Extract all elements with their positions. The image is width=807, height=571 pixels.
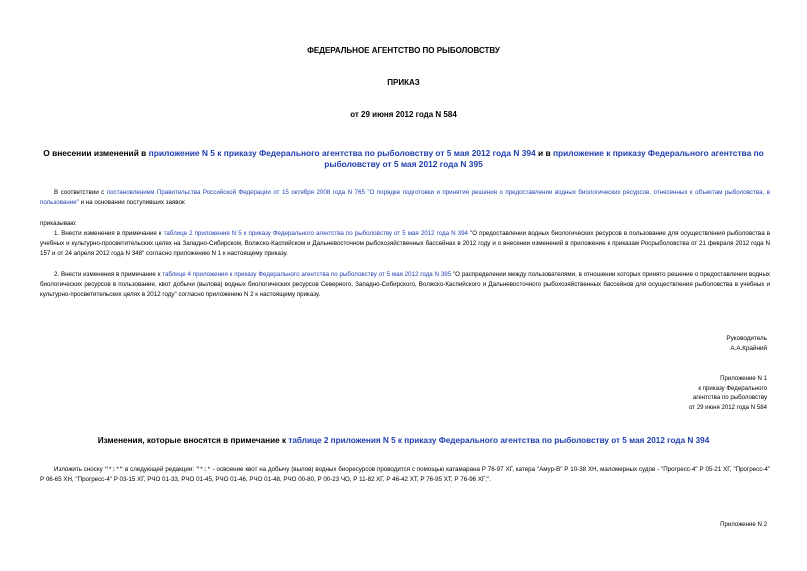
order-item-2 bbox=[40, 270, 770, 299]
signature-position: Руководитель bbox=[726, 335, 767, 342]
footnote-mark: "*:* bbox=[195, 466, 211, 473]
title-text: и в bbox=[535, 148, 553, 158]
changes-title bbox=[40, 436, 767, 445]
preamble-paragraph bbox=[40, 188, 770, 208]
changes-text: Изложить сноску bbox=[54, 466, 105, 473]
appendix-2-header bbox=[720, 520, 767, 530]
appendix-1-line: от 29 июня 2012 года N 584 bbox=[688, 403, 767, 411]
order-word: приказываю: bbox=[40, 220, 77, 227]
agency-name: ФЕДЕРАЛЬНОЕ АГЕНТСТВО ПО РЫБОЛОВСТВУ bbox=[307, 46, 500, 55]
item1-link-table-2[interactable]: таблице 2 приложения N 5 к приказу Федерального агентства по рыболовству от 5 мая 2012 года N 394 bbox=[163, 230, 468, 237]
signature-block bbox=[726, 334, 767, 354]
footnote-mark: "*:*" bbox=[104, 466, 124, 473]
order-item-1 bbox=[40, 229, 770, 258]
appendix-1-header bbox=[689, 374, 767, 412]
preamble-link-resolution-765[interactable]: постановлением Правительства Российской Федерации от 15 октября 2008 года N 765 "О порядке подготовки и принятия решения о предоставлении водных биологических ресурсов, отнесенных к объектам рыболовства, в пользование" bbox=[40, 189, 770, 206]
changes-text: в следующей редакции: bbox=[123, 466, 196, 473]
signature-name: А.А.Крайний bbox=[730, 345, 767, 352]
preamble-text: В соответствии с bbox=[54, 189, 107, 196]
changes-title-text: Изменения, которые вносятся в примечание к bbox=[97, 436, 289, 445]
preamble-text: и на основании поступивших заявок bbox=[78, 198, 185, 206]
item2-text: 2. Внести изменения в примечание к bbox=[54, 271, 163, 278]
item1-text: 1. Внести изменения в примечание к bbox=[54, 230, 164, 237]
changes-paragraph bbox=[40, 465, 770, 485]
item1-text: "О предоставлении водных биологических ресурсов в пользование для осуществления рыболовства в учебных и культурно-просветительских целях на Западно-Сибирском, Волжско-Каспийском и Дальневосточном рыбохозяйственных бассейнах в 2012 году и о внесении изменений в приложение к приказам Росрыболовства от 21 февраля 2012 года N 157 и от 24 апреля 2012 года N 348" согласно приложению N 1 к настоящему приказу. bbox=[40, 230, 770, 257]
appendix-1-line: агентства по рыболовству bbox=[692, 394, 767, 402]
title-link-order-394[interactable]: приложение N 5 к приказу Федерального агентства по рыболовству от 5 мая 2012 года N 394 bbox=[148, 148, 536, 158]
appendix-1-line: к приказу Федерального bbox=[698, 384, 767, 392]
document-type: ПРИКАЗ bbox=[387, 78, 420, 87]
appendix-1-line: Приложение N 1 bbox=[720, 375, 767, 382]
title-link-order-395[interactable]: приложение к приказу Федерального агентства по рыболовству от 5 мая 2012 года N 395 bbox=[324, 148, 764, 169]
title-text: О внесении изменений в bbox=[43, 148, 149, 158]
document-date-number: от 29 июня 2012 года N 584 bbox=[350, 110, 457, 119]
changes-text: - освоение квот на добычу (вылов) водных биоресурсов проводится с помощью катамарана Р 76-97 ХГ, катера "Амур-В" Р 10-38 ХН, маломерных судов - "Прогресс-4" Р 05-21 ХГ, "Прогресс-4" Р 06-65 ХН, "Прогресс-4" Р 03-15 ХГ, РЧО 01-33, РЧО 01-45, РЧО 01-46, РЧО 01-48, РЧО 00-80, Р 00-23 ЧО, Р 11-82 ХГ, Р 46-42 ХТ, Р 76-95 ХТ, Р 76-96 ХГ;". bbox=[40, 466, 770, 483]
changes-title-link-table-2[interactable]: таблице 2 приложения N 5 к приказу Федерального агентства по рыболовству от 5 мая 2012 года N 394 bbox=[288, 436, 710, 445]
item2-link-table-4[interactable]: таблице 4 приложения к приказу Федерального агентства по рыболовству от 5 мая 2012 года N 395 bbox=[162, 271, 452, 278]
item2-text: "О распределении между пользователями, в отношении которых принято решение о предоставлении водных биологических ресурсов в пользование, квот добычи (вылова) водных биологических ресурсов Северного, Западно-Сибирского, Волжско-Каспийского и Дальневосточного рыбохозяйственных бассейнов для осуществления рыболовства в учебных и культурно-просветительских целях в 2012 году" согласно приложению N 2 к настоящему приказу. bbox=[40, 271, 770, 298]
appendix-2-line: Приложение N 2 bbox=[720, 521, 767, 528]
document-title bbox=[40, 148, 767, 170]
